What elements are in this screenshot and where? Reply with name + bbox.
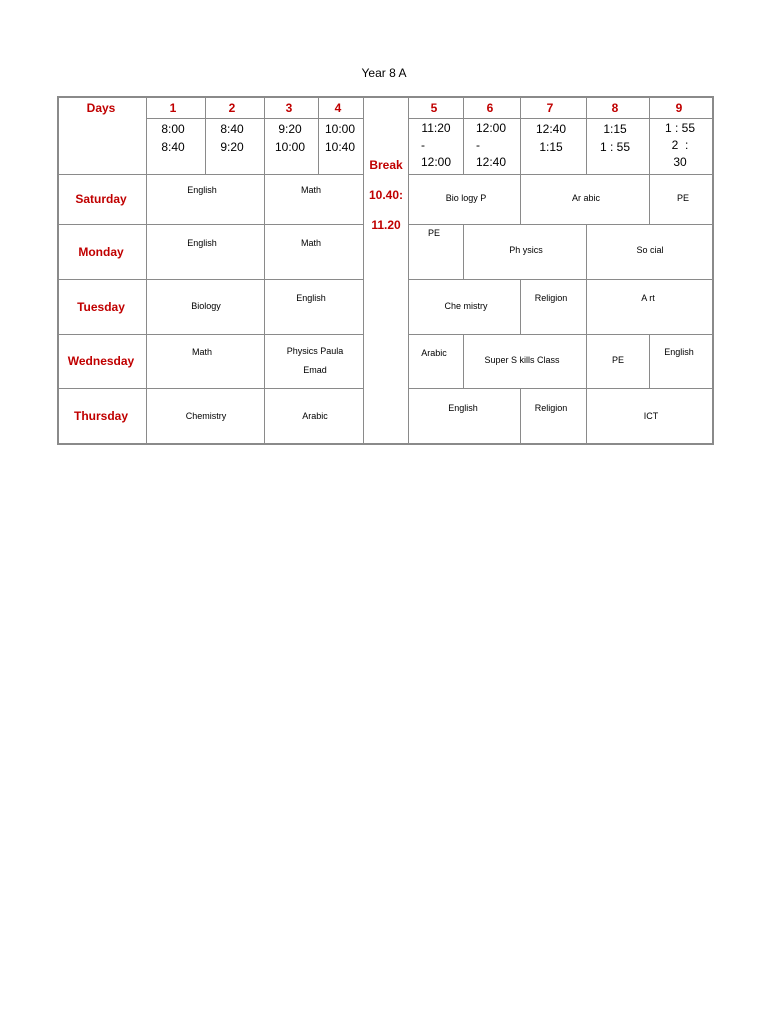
grid-line — [586, 334, 587, 388]
time-end-cont: 30 — [673, 155, 687, 169]
grid-line — [408, 224, 712, 225]
time-start: 10:00 — [324, 122, 356, 136]
grid-line — [146, 98, 147, 443]
period-number: 4 — [334, 101, 342, 115]
lesson-cell: Religion — [534, 293, 568, 303]
time-end: 12:40 — [475, 155, 507, 169]
grid-line — [649, 98, 650, 174]
period-time — [421, 120, 451, 171]
lesson-cell: Arabic — [302, 411, 328, 421]
grid-line — [463, 224, 464, 279]
lesson-cell: ICT — [643, 411, 659, 421]
grid-line — [363, 98, 364, 443]
lesson-cell: A rt — [641, 293, 655, 303]
time-end: 8:40 — [161, 140, 185, 154]
period-time — [275, 120, 305, 156]
time-start: 12:40 — [535, 122, 567, 136]
period-number: 7 — [546, 101, 554, 115]
lesson-cell: English — [296, 293, 326, 303]
grid-line — [264, 98, 265, 443]
lesson-cell: English — [664, 347, 694, 357]
grid-line — [205, 98, 206, 174]
break-end: 11.20 — [371, 218, 401, 232]
grid-line — [59, 334, 363, 335]
time-start: 8:00 — [161, 122, 185, 136]
period-number: 5 — [430, 101, 438, 115]
period-number: 9 — [675, 101, 683, 115]
period-number: 3 — [285, 101, 293, 115]
time-end: 10:40 — [324, 140, 356, 154]
days-header: Days — [86, 101, 116, 115]
period-number: 1 — [169, 101, 177, 115]
grid-line — [520, 98, 521, 174]
lesson-cell: Super S kills Class — [484, 355, 560, 365]
grid-line — [408, 118, 712, 119]
grid-line — [59, 174, 363, 175]
grid-line — [59, 388, 363, 389]
time-dash: - — [420, 138, 425, 152]
period-time — [665, 120, 695, 171]
time-end: 12:00 — [420, 155, 452, 169]
lesson-cell: PE — [428, 228, 441, 238]
period-number: 8 — [611, 101, 619, 115]
time-start: 1:15 — [603, 122, 627, 136]
period-time — [161, 120, 184, 156]
grid-line — [520, 388, 521, 443]
time-dash: - — [475, 138, 480, 152]
grid-line — [463, 334, 464, 388]
lesson-cell: English — [448, 403, 478, 413]
lesson-cell: English — [187, 238, 217, 248]
lesson-cell: Arabic — [421, 348, 447, 358]
break-label: Break — [369, 158, 403, 172]
grid-line — [146, 118, 363, 119]
lesson-cell: Ph ysics — [509, 245, 543, 255]
time-start: 9:20 — [278, 122, 302, 136]
time-end: 2 : — [671, 138, 689, 152]
grid-line — [318, 98, 319, 174]
grid-line — [586, 388, 587, 443]
grid-line — [649, 174, 650, 224]
grid-line — [520, 279, 521, 334]
period-time — [536, 120, 566, 156]
period-time — [476, 120, 506, 171]
grid-line — [586, 224, 587, 279]
period-time — [600, 120, 630, 156]
day-tuesday: Tuesday — [77, 300, 125, 314]
period-number: 2 — [228, 101, 236, 115]
time-start: 12:00 — [475, 121, 507, 135]
time-start: 11:20 — [421, 121, 451, 135]
grid-line — [408, 98, 409, 443]
lesson-cell: English — [187, 185, 217, 195]
lesson-cell: PE — [676, 193, 690, 203]
page-title: Year 8 A — [361, 66, 407, 80]
time-end: 10:00 — [274, 140, 306, 154]
lesson-cell: Physics Paula — [286, 346, 344, 356]
grid-line — [586, 98, 587, 174]
period-time — [325, 120, 355, 156]
grid-line — [408, 174, 712, 175]
grid-line — [408, 279, 712, 280]
day-monday: Monday — [78, 245, 124, 259]
grid-line — [463, 98, 464, 174]
lesson-cell: Math — [191, 347, 213, 357]
timetable — [57, 96, 714, 445]
period-time — [220, 120, 243, 156]
day-saturday: Saturday — [75, 192, 127, 206]
lesson-cell: Religion — [534, 403, 568, 413]
day-thursday: Thursday — [73, 409, 129, 423]
lesson-cell: PE — [611, 355, 625, 365]
grid-line — [649, 334, 650, 388]
grid-line — [59, 279, 363, 280]
lesson-cell: Chemistry — [185, 411, 227, 421]
grid-line — [408, 388, 712, 389]
time-start: 8:40 — [220, 122, 244, 136]
period-number: 6 — [486, 101, 494, 115]
grid-line — [520, 174, 521, 224]
lesson-cell: Math — [300, 238, 322, 248]
grid-line — [408, 334, 712, 335]
lesson-cell: Ar abic — [571, 193, 601, 203]
break-start: 10.40: — [368, 188, 404, 202]
time-start: 1 : 55 — [664, 121, 696, 135]
grid-line — [586, 279, 587, 334]
lesson-cell: Emad — [303, 365, 327, 375]
day-wednesday: Wednesday — [67, 354, 135, 368]
lesson-cell: So cial — [636, 245, 664, 255]
lesson-cell: Math — [300, 185, 322, 195]
lesson-cell: Bio logy P — [445, 193, 487, 203]
time-end: 1:15 — [539, 140, 563, 154]
time-end: 1 : 55 — [599, 140, 631, 154]
time-end: 9:20 — [220, 140, 244, 154]
grid-line — [59, 224, 363, 225]
lesson-cell: Biology — [191, 301, 221, 311]
lesson-cell: Che mistry — [444, 301, 488, 311]
